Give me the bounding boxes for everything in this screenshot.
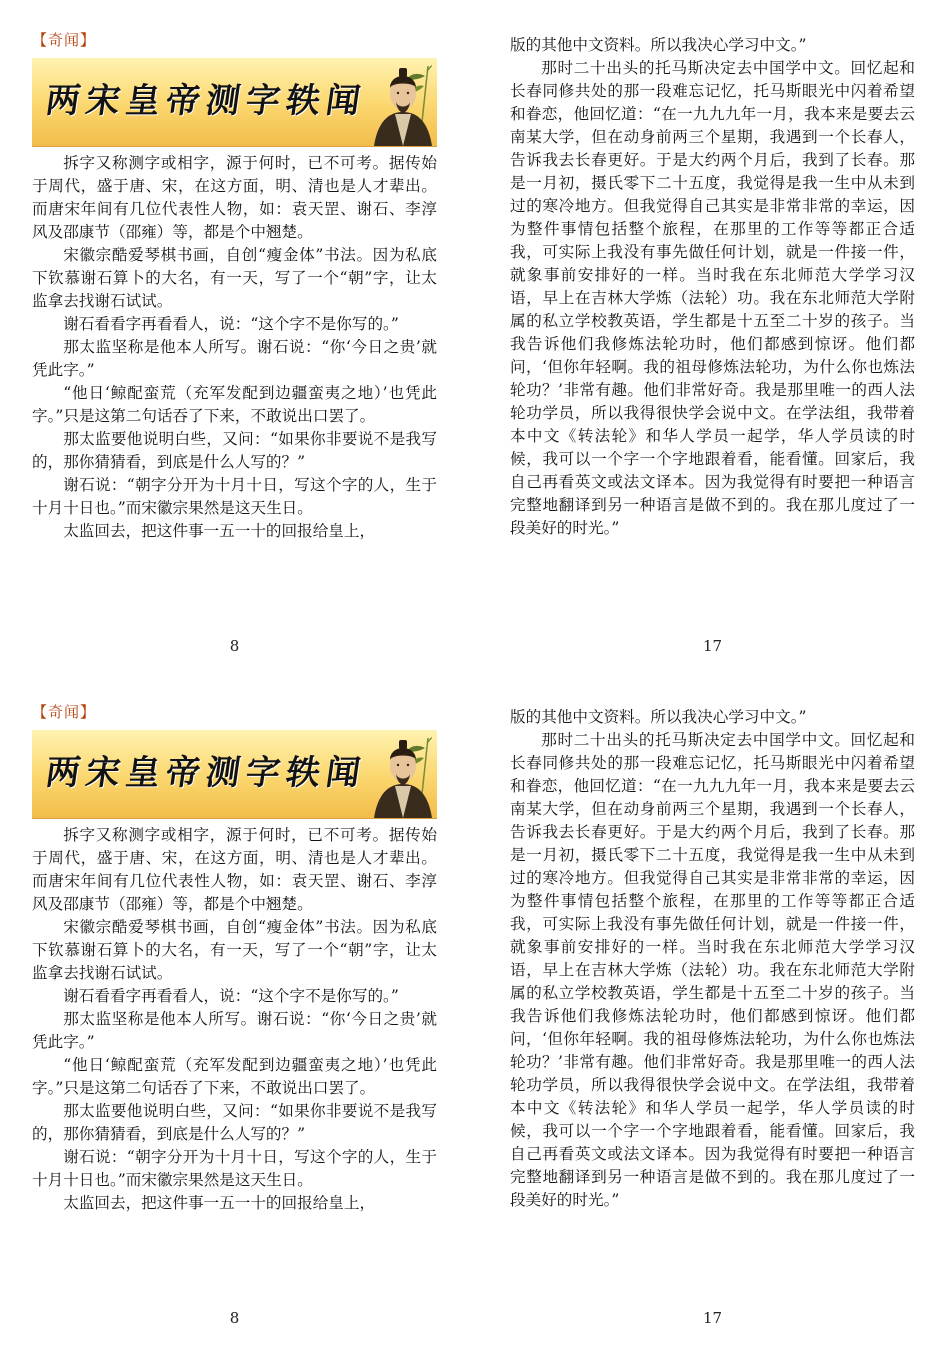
article-body (32, 824, 437, 1215)
section-tag: 【奇闻】 (32, 703, 97, 721)
continued-line: 版的其他中文资料。所以我决心学习中文。” (510, 36, 807, 54)
paragraph: “他日‘鲸配蛮荒（充军发配到边疆蛮夷之地）’也凭此字。”只是这第二句话吞了下来，不敢说出口罢了。 (32, 384, 437, 425)
paragraph: 谢石说：“朝字分开为十月十日，写这个字的人，生于十月十日也。”而宋徽宗果然是这天生日。 (32, 476, 437, 517)
paragraph: 谢石看看字再看看人，说：“这个字不是你写的。” (63, 315, 399, 333)
page-spread-2 (0, 672, 950, 1344)
banner-title: 两宋皇帝测字轶闻 (43, 81, 369, 121)
paragraph: 谢石看看字再看看人，说：“这个字不是你写的。” (63, 987, 399, 1005)
paragraph: 拆字又称测字或相字，源于何时，已不可考。据传始于周代，盛于唐、宋，在这方面，明、清也是人才辈出。而唐宋年间有几位代表性人物，如：袁天罡、谢石、李淳风及邵康节（邵雍）等，都是个中翘楚。 (32, 154, 437, 241)
paragraph: 那太监坚称是他本人所写。谢石说：“你‘今日之贵’就凭此字。” (32, 1010, 437, 1051)
article-banner (32, 58, 437, 147)
right-page (510, 0, 915, 672)
paragraph: 那时二十出头的托马斯决定去中国学中文。回忆起和长春同修共处的那一段难忘记忆，托马斯眼光中闪着希望和眷恋，他回忆道：“在一九九九年一月，我本来是要去云南某大学，但在动身前两三个星期，我遇到一个长春人，告诉我去长春更好。于是大约两个月后，我到了长春。那是一月初，摄氏零下二十五度，我觉得是我一生中从未到过的寒冷地方。但我觉得自己其实是非常非常的幸运，因为整件事情包括整个旅程，在那里的工作等等都正合适我，可实际上我没有事先做任何计划，就是一件接一件，就象事前安排好的一样。当时我在东北师范大学学习汉语，早上在吉林大学炼（法轮）功。我在东北师范大学附属的私立学校教英语，学生都是十五至二十岁的孩子。当我告诉他们我修炼法轮功时，他们都感到惊讶。他们都问，‘但你年轻啊。我的祖母修炼法轮功，为什么你也炼法轮功？’非常有趣。他们非常好奇。我是那里唯一的西人法轮功学员，所以我得很快学会说中文。在学法组，我带着本中文《转法轮》和华人学员一起学，华人学员读的时候，我可以一个字一个字地跟着看，能看懂。回家后，我自己再看英文或法文译本。因为我觉得有时要把一种语言完整地翻译到另一种语言是做不到的。我在那儿度过了一段美好的时光。” (510, 731, 915, 1209)
left-page (32, 672, 437, 1344)
section-tag: 【奇闻】 (32, 31, 97, 49)
paragraph: 谢石说：“朝字分开为十月十日，写这个字的人，生于十月十日也。”而宋徽宗果然是这天生日。 (32, 1148, 437, 1189)
page-number: 8 (229, 637, 240, 655)
page-number: 8 (229, 1309, 240, 1327)
article-body (32, 152, 437, 543)
paragraph: 那太监坚称是他本人所写。谢石说：“你‘今日之贵’就凭此字。” (32, 338, 437, 379)
paragraph: 宋徽宗酷爱琴棋书画，自创“瘦金体”书法。因为私底下钦慕谢石算卜的大名，有一天，写了一个“朝”字，让太监拿去找谢石试试。 (32, 918, 437, 982)
sage-portrait-icon (368, 58, 437, 146)
paragraph: 那太监要他说明白些，又问：“如果你非要说不是我写的，那你猜猜看，到底是什么人写的？” (32, 430, 437, 471)
article-body (510, 34, 915, 540)
paragraph: 太监回去，把这件事一五一十的回报给皇上， (63, 522, 376, 540)
paragraph: 宋徽宗酷爱琴棋书画，自创“瘦金体”书法。因为私底下钦慕谢石算卜的大名，有一天，写了一个“朝”字，让太监拿去找谢石试试。 (32, 246, 437, 310)
paragraph: 那太监要他说明白些，又问：“如果你非要说不是我写的，那你猜猜看，到底是什么人写的？” (32, 1102, 437, 1143)
paragraph: 太监回去，把这件事一五一十的回报给皇上， (63, 1194, 376, 1212)
banner-title: 两宋皇帝测字轶闻 (43, 753, 369, 793)
continued-line: 版的其他中文资料。所以我决心学习中文。” (510, 708, 807, 726)
article-banner (32, 730, 437, 819)
paragraph: 拆字又称测字或相字，源于何时，已不可考。据传始于周代，盛于唐、宋，在这方面，明、清也是人才辈出。而唐宋年间有几位代表性人物，如：袁天罡、谢石、李淳风及邵康节（邵雍）等，都是个中翘楚。 (32, 826, 437, 913)
article-body (510, 706, 915, 1212)
sage-portrait-icon (368, 730, 437, 818)
right-page (510, 672, 915, 1344)
page-number: 17 (702, 637, 723, 655)
left-page (32, 0, 437, 672)
paragraph: 那时二十出头的托马斯决定去中国学中文。回忆起和长春同修共处的那一段难忘记忆，托马斯眼光中闪着希望和眷恋，他回忆道：“在一九九九年一月，我本来是要去云南某大学，但在动身前两三个星期，我遇到一个长春人，告诉我去长春更好。于是大约两个月后，我到了长春。那是一月初，摄氏零下二十五度，我觉得是我一生中从未到过的寒冷地方。但我觉得自己其实是非常非常的幸运，因为整件事情包括整个旅程，在那里的工作等等都正合适我，可实际上我没有事先做任何计划，就是一件接一件，就象事前安排好的一样。当时我在东北师范大学学习汉语，早上在吉林大学炼（法轮）功。我在东北师范大学附属的私立学校教英语，学生都是十五至二十岁的孩子。当我告诉他们我修炼法轮功时，他们都感到惊讶。他们都问，‘但你年轻啊。我的祖母修炼法轮功，为什么你也炼法轮功？’非常有趣。他们非常好奇。我是那里唯一的西人法轮功学员，所以我得很快学会说中文。在学法组，我带着本中文《转法轮》和华人学员一起学，华人学员读的时候，我可以一个字一个字地跟着看，能看懂。回家后，我自己再看英文或法文译本。因为我觉得有时要把一种语言完整地翻译到另一种语言是做不到的。我在那儿度过了一段美好的时光。” (510, 59, 915, 537)
page-spread-1 (0, 0, 950, 672)
page-number: 17 (702, 1309, 723, 1327)
paragraph: “他日‘鲸配蛮荒（充军发配到边疆蛮夷之地）’也凭此字。”只是这第二句话吞了下来，不敢说出口罢了。 (32, 1056, 437, 1097)
